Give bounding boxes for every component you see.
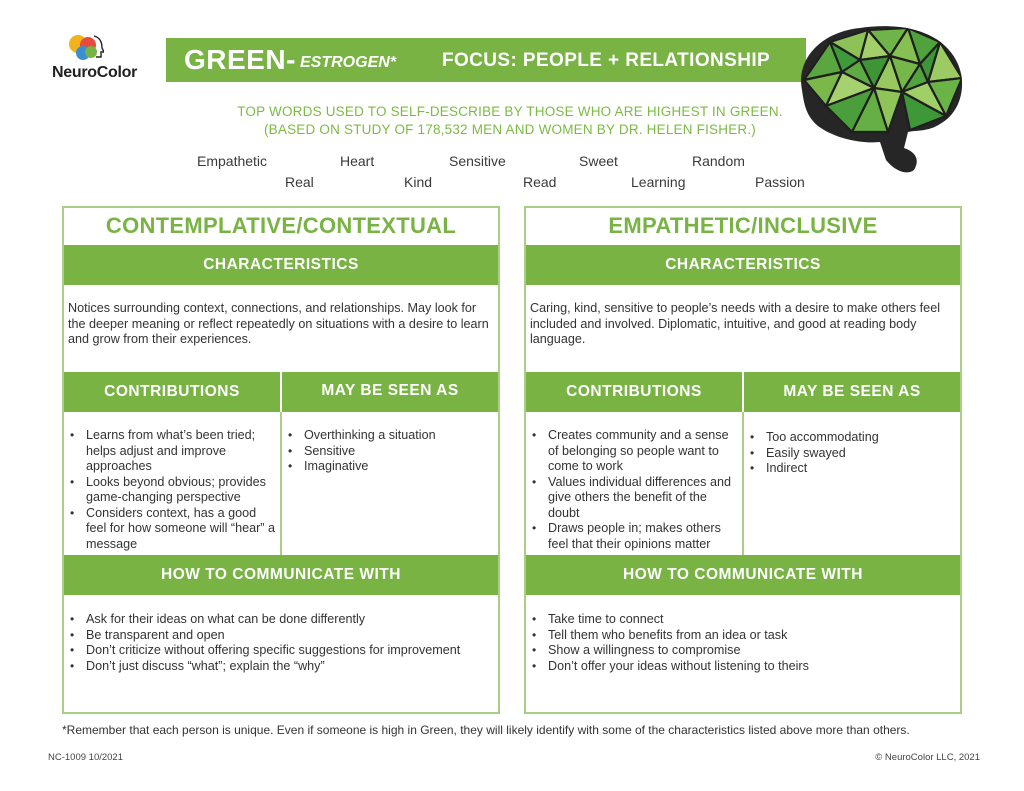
list-item: • Don’t offer your ideas without listening to theirs bbox=[530, 659, 956, 675]
list-item: • Be transparent and open bbox=[68, 628, 494, 644]
word-item: Read bbox=[523, 174, 557, 190]
right-communicate-header: HOW TO COMMUNICATE WITH bbox=[526, 555, 960, 595]
intro-line-1: TOP WORDS USED TO SELF-DESCRIBE BY THOSE WHO ARE HIGHEST IN GREEN. bbox=[237, 104, 783, 119]
list-item: • Values individual differences and give others the benefit of the doubt bbox=[530, 475, 738, 522]
list-item: • Looks beyond obvious; provides game-changing perspective bbox=[68, 475, 278, 506]
left-characteristics-header: CHARACTERISTICS bbox=[64, 245, 498, 285]
right-panel-title: EMPATHETIC/INCLUSIVE bbox=[608, 213, 878, 238]
list-item: • Take time to connect bbox=[530, 612, 956, 628]
word-item: Learning bbox=[631, 174, 686, 190]
right-communicate-list bbox=[530, 612, 956, 674]
right-seen-as-list bbox=[748, 430, 954, 477]
list-item: • Don’t just discuss “what”; explain the “why” bbox=[68, 659, 494, 675]
word-item: Random bbox=[692, 153, 745, 169]
left-communicate-header: HOW TO COMMUNICATE WITH bbox=[64, 555, 498, 595]
right-contributions-list bbox=[530, 428, 738, 552]
right-characteristics-text: Caring, kind, sensitive to people’s needs with a desire to make others feel included and involved. Diplomatic, intuitive, and good at reading body language. bbox=[530, 301, 940, 346]
header-focus: FOCUS: PEOPLE + RELATIONSHIP bbox=[442, 50, 771, 71]
word-item: Empathetic bbox=[197, 153, 268, 169]
word-item: Heart bbox=[340, 153, 375, 169]
list-item: • Easily swayed bbox=[748, 446, 954, 462]
brand-name: NeuroColor bbox=[52, 64, 138, 81]
list-item: • Indirect bbox=[748, 461, 954, 477]
left-characteristics-text: Notices surrounding context, connections, and relationships. May look for the deeper meaning or reflect repeatedly on situations with a desire to learn and grow from their experiences. bbox=[68, 301, 489, 346]
list-item: • Tell them who benefits from an idea or task bbox=[530, 628, 956, 644]
list-item: • Learns from what’s been tried; helps adjust and improve approaches bbox=[68, 428, 278, 475]
head-profile-icon bbox=[64, 32, 104, 66]
neurocolor-logo bbox=[50, 32, 150, 84]
list-item: • Overthinking a situation bbox=[286, 428, 492, 444]
list-item: • Imaginative bbox=[286, 459, 492, 475]
right-seen-as-header: MAY BE SEEN AS bbox=[744, 372, 960, 412]
word-item: Sensitive bbox=[449, 153, 506, 169]
right-column-divider bbox=[742, 412, 744, 555]
list-item: • Ask for their ideas on what can be done differently bbox=[68, 612, 494, 628]
left-seen-as-header: MAY BE SEEN AS bbox=[282, 372, 498, 412]
brain-icon bbox=[790, 20, 968, 180]
intro-line-2: (BASED ON STUDY OF 178,532 MEN AND WOMEN BY DR. HELEN FISHER.) bbox=[263, 122, 756, 137]
word-item: Kind bbox=[404, 174, 433, 190]
list-item: • Sensitive bbox=[286, 444, 492, 460]
word-item: Passion bbox=[755, 174, 805, 190]
left-contributions-header: CONTRIBUTIONS bbox=[64, 372, 280, 412]
list-item: • Too accommodating bbox=[748, 430, 954, 446]
list-item: • Don’t criticize without offering specific suggestions for improvement bbox=[68, 643, 494, 659]
list-item: • Creates community and a sense of belonging so people want to come to work bbox=[530, 428, 738, 475]
list-item: • Considers context, has a good feel for how someone will “hear” a message bbox=[68, 506, 278, 553]
left-column-divider bbox=[280, 412, 282, 555]
copyright: © NeuroColor LLC, 2021 bbox=[875, 752, 980, 763]
list-item: • Draws people in; makes others feel that their opinions matter bbox=[530, 521, 738, 552]
left-panel-title: CONTEMPLATIVE/CONTEXTUAL bbox=[105, 213, 457, 238]
list-item: • Show a willingness to compromise bbox=[530, 643, 956, 659]
word-item: Real bbox=[285, 174, 314, 190]
left-communicate-list bbox=[68, 612, 494, 674]
word-item: Sweet bbox=[579, 153, 618, 169]
header-title: GREEN- bbox=[184, 44, 296, 75]
left-contributions-list bbox=[68, 428, 278, 552]
top-words-intro bbox=[200, 103, 820, 139]
left-seen-as-list bbox=[286, 428, 492, 475]
document-code: NC-1009 10/2021 bbox=[48, 752, 123, 763]
footnote: *Remember that each person is unique. Even if someone is high in Green, they will likely identify with some of the characteristics listed above more than others. bbox=[62, 723, 910, 737]
right-contributions-header: CONTRIBUTIONS bbox=[526, 372, 742, 412]
header-subtitle: ESTROGEN* bbox=[300, 54, 397, 71]
right-characteristics-header: CHARACTERISTICS bbox=[526, 245, 960, 285]
